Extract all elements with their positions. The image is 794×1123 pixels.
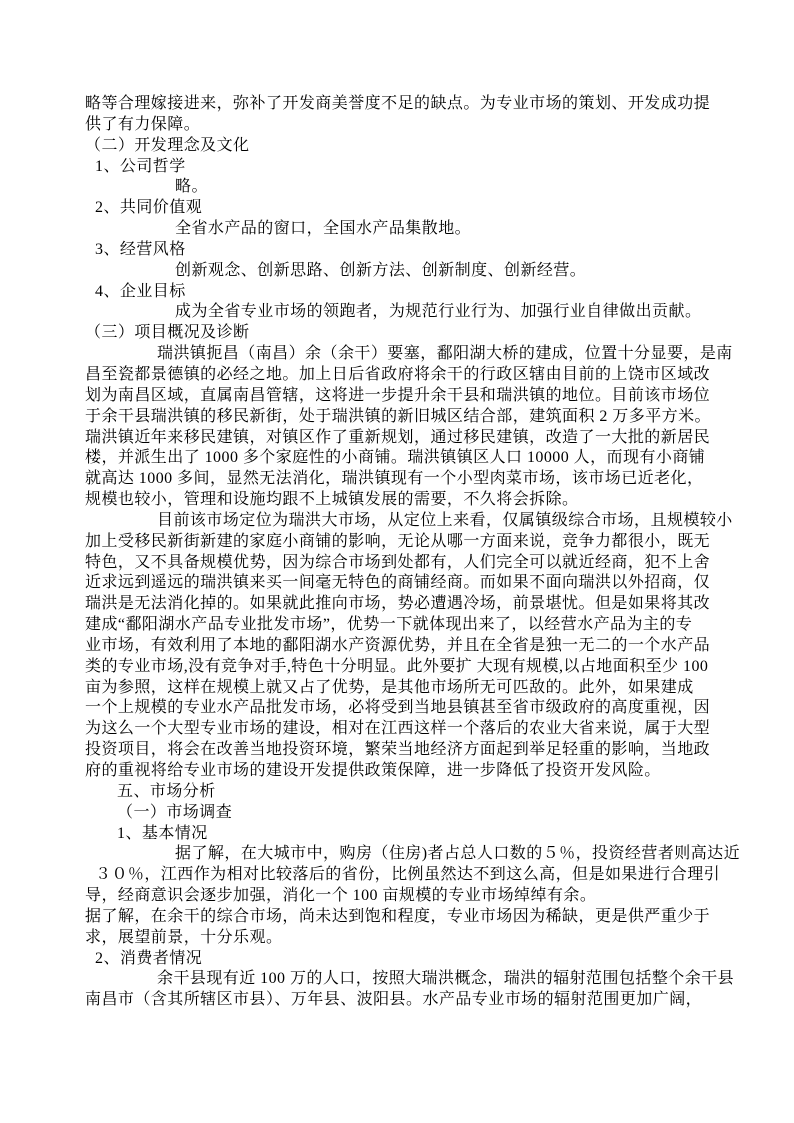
text-line: 据了解，在余干的综合市场，尚未达到饱和程度，专业市场因为稀缺，更是供严重少于 bbox=[85, 907, 711, 925]
text-line: （一）市场调查 bbox=[117, 803, 233, 821]
text-line: 规模也较小，管理和设施均跟不上城镇发展的需要，不久将会拆除。 bbox=[85, 491, 579, 509]
text-line: 特色，又不具备规模优势，因为综合市场到处都有，人们完全可以就近经商，犯不上舍 bbox=[85, 553, 711, 571]
text-line: 投资项目，将会在改善当地投资环境，繁荣当地经济方面起到举足轻重的影响，当地政 bbox=[85, 741, 711, 759]
text-line: 划为南昌区域，直属南昌管辖，这将进一步提升余干县和瑞洪镇的地位。目前该市场位 bbox=[85, 386, 711, 404]
document-text-block bbox=[85, 94, 745, 1011]
text-line: 4、企业目标 bbox=[95, 282, 186, 300]
text-line: ３０％，江西作为相对比较落后的省份，比例虽然达不到这么高，但是如果进行合理引 bbox=[95, 866, 721, 884]
text-line: 略等合理嫁接进来，弥补了开发商美誉度不足的缺点。为专业市场的策划、开发成功提 bbox=[85, 95, 711, 112]
text-line: 全省水产品的窗口，全国水产品集散地。 bbox=[175, 220, 472, 238]
text-line: 亩为参照，这样在规模上就又占了优势，是其他市场所无可匹敌的。此外，如果建成 bbox=[85, 678, 694, 696]
text-line: 据了解，在大城市中，购房（住房)者占总人口数的５％，投资经营者则高达近 bbox=[175, 845, 741, 863]
text-line: 供了有力保障。 bbox=[85, 115, 201, 133]
text-line: 建成“鄱阳湖水产品专业批发市场”，优势一下就体现出来了，以经营水产品为主的专 bbox=[85, 616, 693, 634]
text-line: 成为全省专业市场的领跑者，为规范行业行为、加强行业自律做出贡献。 bbox=[175, 303, 702, 321]
text-line: 2、共同价值观 bbox=[95, 199, 203, 217]
text-line: 1、公司哲学 bbox=[95, 157, 186, 175]
text-line: 余干县现有近 100 万的人口，按照大瑞洪概念，瑞洪的辐射范围包括整个余干县 bbox=[157, 970, 735, 988]
text-line: 府的重视将给专业市场的建设开发提供政策保障，进一步降低了投资开发风险。 bbox=[85, 762, 661, 779]
text-line: 近求远到遥远的瑞洪镇来买一间毫无特色的商铺经商。而如果不面向瑞洪以外招商，仅 bbox=[85, 574, 711, 592]
text-line: 一个上规模的专业水产品批发市场，必将受到当地县镇甚至省市级政府的高度重视，因 bbox=[85, 699, 711, 717]
text-line: 南昌市（含其所辖区市县）、万年县、波阳县。水产品专业市场的辐射范围更加广阔， bbox=[85, 991, 703, 1009]
text-line: 瑞洪镇扼昌（南昌）余（余干）要塞，鄱阳湖大桥的建成，位置十分显要，是南 bbox=[157, 345, 733, 363]
text-line: 加上受移民新街新建的家庭小商铺的影响，无论从哪一方面来说，竞争力都很小，既无 bbox=[85, 532, 711, 550]
text-line: 类的专业市场,没有竞争对手,特色十分明显。此外要扩 大现有规模,以占地面积至少 100 bbox=[85, 657, 709, 675]
text-line: 创新观念、创新思路、创新方法、创新制度、创新经营。 bbox=[175, 261, 587, 279]
text-line: 求，展望前景，十分乐观。 bbox=[85, 928, 283, 946]
text-line: 目前该市场定位为瑞洪大市场，从定位上来看，仅属镇级综合市场，且规模较小 bbox=[157, 511, 733, 529]
text-line: 昌至瓷都景德镇的必经之地。加上日后省政府将余干的行政区辖由目前的上饶市区域改 bbox=[85, 365, 711, 383]
text-line: 1、基本情况 bbox=[117, 824, 208, 842]
text-line: 于余干县瑞洪镇的移民新街，处于瑞洪镇的新旧城区结合部，建筑面积 2 万多平方米。 bbox=[85, 407, 712, 425]
text-line: 2、消费者情况 bbox=[95, 949, 203, 967]
text-line: 导，经商意识会逐步加强，消化一个 100 亩规模的专业市场绰绰有余。 bbox=[85, 887, 597, 905]
text-line: 为这么一个大型专业市场的建设，相对在江西这样一个落后的农业大省来说，属于大型 bbox=[85, 720, 711, 738]
text-line: 楼，并派生出了 1000 多个家庭性的小商铺。瑞洪镇镇区人口 10000 人，而现有小商铺 bbox=[85, 449, 706, 467]
text-line: 略。 bbox=[175, 178, 208, 196]
text-line: 瑞洪镇近年来移民建镇，对镇区作了重新规划，通过移民建镇，改造了一大批的新居民 bbox=[85, 428, 711, 446]
text-line: （三）项目概况及诊断 bbox=[85, 324, 250, 342]
text-line: 就高达 1000 多间，显然无法消化，瑞洪镇现有一个小型肉菜市场，该市场已近老化， bbox=[85, 470, 704, 488]
text-line: 3、经营风格 bbox=[95, 240, 186, 258]
text-line: （二）开发理念及文化 bbox=[85, 136, 250, 154]
text-line: 五、市场分析 bbox=[117, 782, 216, 800]
text-line: 业市场，有效利用了本地的鄱阳湖水产资源优势，并且在全省是独一无二的一个水产品 bbox=[85, 636, 711, 654]
text-line: 瑞洪是无法消化掉的。如果就此推向市场，势必遭遇冷场，前景堪忧。但是如果将其改 bbox=[85, 595, 711, 613]
